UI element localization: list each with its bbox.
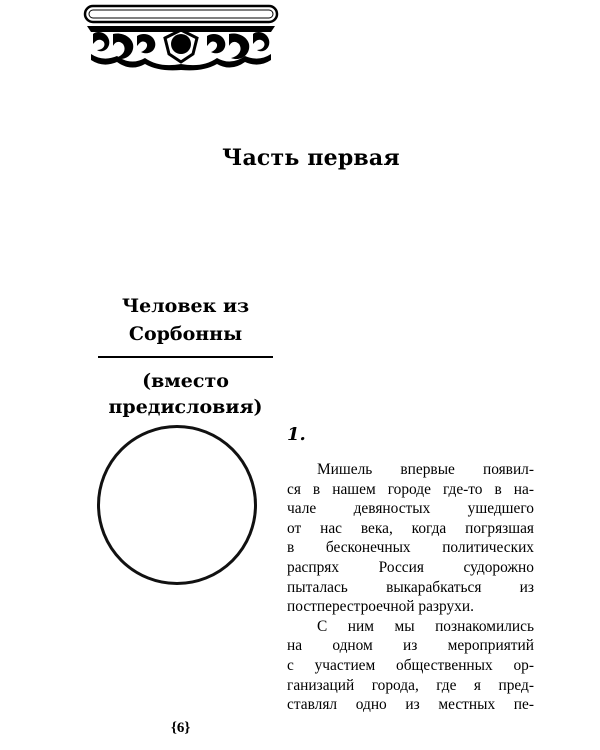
text-line: С ним мы познакомились <box>317 617 534 635</box>
text-line: постперестроечной разрухи. <box>287 598 474 616</box>
chapter-title: Человек из Сорбонны <box>98 292 273 358</box>
text-line: распрях Россия судорожно <box>287 558 534 576</box>
section-number: 1. <box>287 424 306 445</box>
text-line: чале девяностых ушедшего <box>287 500 534 518</box>
page-number: {6} <box>171 720 191 736</box>
text-line: с участием общественных ор- <box>287 656 534 674</box>
text-line: ся в нашем городе где-то в на- <box>287 480 534 498</box>
text-line: Мишель впервые появил- <box>317 461 534 478</box>
text-line: ганизаций города, где я пред- <box>287 676 534 694</box>
text-line: пыталась выкарабкаться из <box>287 578 534 596</box>
circle-graphic <box>97 425 257 585</box>
chapter-heading <box>98 292 273 420</box>
header-ornament <box>83 4 279 72</box>
text-line: от нас века, когда погрязшая <box>287 519 534 537</box>
chapter-subtitle: (вместо предисловия) <box>108 370 263 418</box>
text-line: ставлял одно из местных пе- <box>287 696 534 714</box>
body-text <box>287 460 534 715</box>
text-line: на одном из мероприятий <box>287 637 534 655</box>
part-title: Часть первая <box>222 145 400 171</box>
text-line: в бесконечных политических <box>287 539 534 557</box>
